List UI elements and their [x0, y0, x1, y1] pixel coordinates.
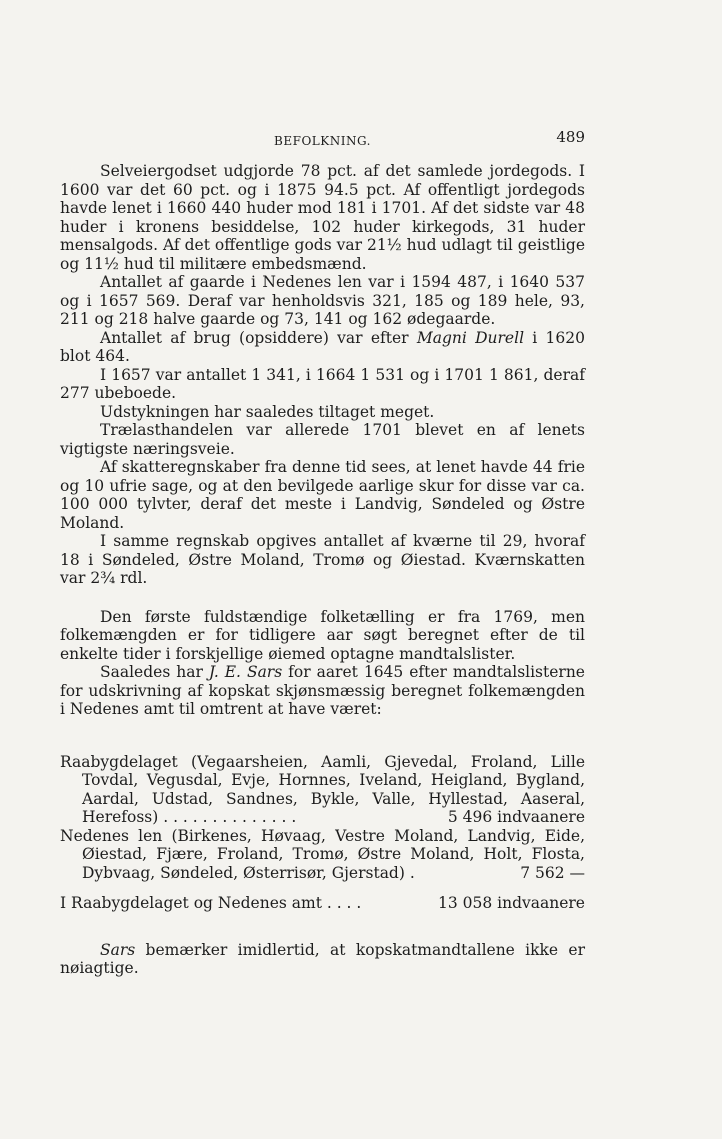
paragraph-2: Antallet af gaarde i Nedenes len var i 1594 487, i 1640 537 og i 1657 569. Deraf var henholdsvis 321, 185 og 189 hele, 93, 211 og 218 halve gaarde og 73, 141 og 162 ødegaarde.	[60, 273, 585, 328]
closing-text: bemærker imidlertid, at kopskatmandtallene ikke er nøiagtige.	[60, 940, 585, 977]
row-1-value: 5 496 indvaanere	[447, 808, 585, 826]
author-name-durell: Magni Durell	[416, 328, 525, 347]
population-row-nedenes	[60, 826, 585, 883]
closing-paragraph	[60, 941, 585, 978]
paragraph-7: Af skatteregnskaber fra denne tid sees, at lenet havde 44 frie og 10 ufrie sage, og at den bevilgede aarlige skur for disse var ca. 100 000 tylvter, deraf det meste i Landvig, Søndeled og Østre Moland.	[60, 458, 585, 532]
paragraph-5: Udstykningen har saaledes tiltaget meget.	[100, 402, 435, 421]
total-label: I Raabygdelaget og Nedenes amt . . . .	[60, 894, 362, 912]
row-1-text: Raabygdelaget (Vegaarsheien, Aamli, Gjevedal, Froland, Lille Tovdal, Vegusdal, Evje, Hornnes, Iveland, Heigland, Bygland, Aardal, Udstad, Sandnes, Bykle, Valle, Hyllestad, Aaseral, Herefoss) . . . . . . . . . . . . . .	[60, 752, 585, 826]
row-2-text: Nedenes len (Birkenes, Høvaag, Vestre Moland, Landvig, Eide, Øiestad, Fjære, Froland, Tromø, Østre Moland, Holt, Flosta, Dybvaag, Søndeled, Østerrisør, Gjerstad) .	[60, 826, 585, 882]
total-value: 13 058 indvaanere	[437, 894, 585, 912]
paragraph-10	[60, 663, 585, 719]
paragraph-10-pre: Saaledes har	[100, 663, 209, 681]
running-head: BEFOLKNING.	[274, 134, 371, 148]
book-page	[60, 128, 585, 978]
paragraph-8: I samme regnskab opgives antallet af kværne til 29, hvoraf 18 i Søndeled, Østre Moland, Tromø og Øiestad. Kværnskatten var 2¾ rdl.	[60, 532, 585, 587]
paragraph-10-post: for aaret 1645 efter mandtalslisterne for udskrivning af kopskat skjønsmæssig beregnet folkemængden i Nedenes amt til omtrent at have været:	[60, 663, 585, 718]
page-header	[60, 128, 585, 150]
paragraph-6: Trælasthandelen var allerede 1701 blevet en af lenets vigtigste næringsveie.	[60, 421, 585, 458]
paragraph-3	[60, 329, 585, 366]
paragraph-1: Selveiergodset udgjorde 78 pct. af det samlede jordegods. I 1600 var det 60 pct. og i 1875 94.5 pct. Af offentligt jordegods havde lenet i 1660 440 huder mod 181 i 1701. Af det sidste var 48 huder i kronens besiddelse, 102 huder kirkegods, 31 huder mensalgods. Af det offentlige gods var 21½ hud udlagt til geistlige og 11½ hud til militære embedsmænd.	[60, 162, 585, 273]
population-total-row	[60, 894, 585, 913]
page-number: 489	[556, 128, 585, 146]
paragraph-9: Den første fuldstændige folketælling er fra 1769, men folkemængden er for tidligere aar søgt beregnet efter de til enkelte tider i forskjellige øiemed optagne mandtalslister.	[60, 607, 585, 663]
author-name-sars-2: Sars	[100, 940, 136, 959]
row-2-value: 7 562 —	[520, 863, 585, 882]
paragraph-3-post: i 1620 blot 464.	[60, 328, 585, 365]
population-row-raabygdelaget	[60, 752, 585, 827]
author-name-sars: J. E. Sars	[208, 663, 283, 681]
paragraph-4: I 1657 var antallet 1 341, i 1664 1 531 og i 1701 1 861, deraf 277 ubeboede.	[60, 365, 585, 402]
paragraph-3-pre: Antallet af brug (opsiddere) var efter	[100, 328, 417, 347]
